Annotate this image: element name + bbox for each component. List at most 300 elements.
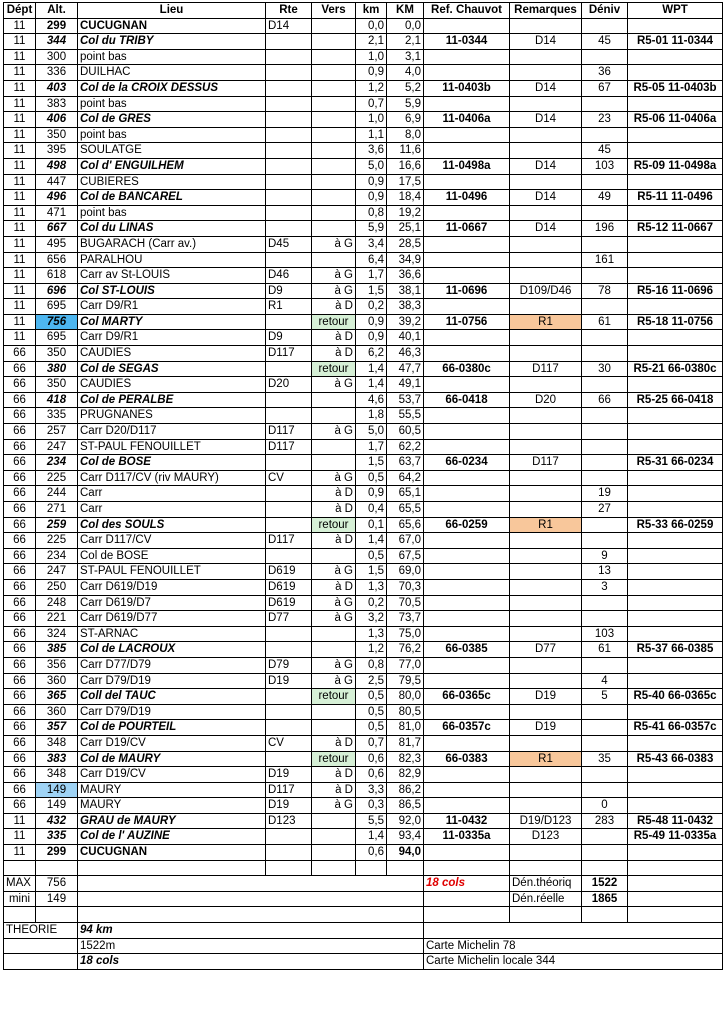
cell-alt: 336: [36, 65, 78, 81]
cell-vers: [312, 143, 356, 159]
cell-remarques: R1: [510, 517, 582, 533]
cell-remarques: D77: [510, 642, 582, 658]
cell-remarques: D19: [510, 720, 582, 736]
cell-total-km: 16,6: [387, 158, 424, 174]
cell-alt: 350: [36, 377, 78, 393]
cell-deniv: 161: [582, 252, 628, 268]
cell-alt: 299: [36, 845, 78, 861]
cell-ref-chauvot: [424, 626, 510, 642]
cell-wpt: [628, 548, 723, 564]
cell-lieu: MAURY: [78, 798, 266, 814]
cell-dept: 11: [4, 49, 36, 65]
theorie-row: [4, 923, 723, 939]
cell-remarques: [510, 845, 582, 861]
cell-wpt: R5-05 11-0403b: [628, 80, 723, 96]
cell-alt: 257: [36, 424, 78, 440]
table-row: [4, 579, 723, 595]
cell-vers: [312, 392, 356, 408]
cell-rte: [266, 49, 312, 65]
table-row: [4, 486, 723, 502]
cell-rte: [266, 112, 312, 128]
cell-wpt: [628, 268, 723, 284]
cell-lieu: Carr: [78, 486, 266, 502]
cell-km: 1,4: [356, 533, 387, 549]
cell-vers: à G: [312, 268, 356, 284]
cell-remarques: D117: [510, 455, 582, 471]
cell-km: 0,9: [356, 174, 387, 190]
cell-km: 0,4: [356, 502, 387, 518]
cell-remarques: [510, 439, 582, 455]
cell-lieu: Carr D619/D77: [78, 611, 266, 627]
cell-wpt: R5-06 11-0406a: [628, 112, 723, 128]
cell-remarques: [510, 127, 582, 143]
cell-wpt: [628, 595, 723, 611]
cell-total-km: 11,6: [387, 143, 424, 159]
cell-deniv: 5: [582, 689, 628, 705]
cell-km: 0,8: [356, 205, 387, 221]
table-row: [4, 424, 723, 440]
cell-rte: D117: [266, 533, 312, 549]
cell-dept: 66: [4, 377, 36, 393]
cell-ref-chauvot: [424, 845, 510, 861]
table-row: [4, 96, 723, 112]
table-row: [4, 205, 723, 221]
spacer-row-2: [4, 907, 723, 923]
cell-vers: [312, 190, 356, 206]
cell-km: 0,6: [356, 845, 387, 861]
cell-km: 0,7: [356, 96, 387, 112]
cell-total-km: 47,7: [387, 361, 424, 377]
cell-dept: 66: [4, 657, 36, 673]
cell-lieu: Carr D20/D117: [78, 424, 266, 440]
cell-ref-chauvot: 11-0667: [424, 221, 510, 237]
cell-ref-chauvot: [424, 533, 510, 549]
cell-deniv: [582, 517, 628, 533]
cell-km: 0,3: [356, 798, 387, 814]
cell-remarques: D14: [510, 158, 582, 174]
cell-rte: D79: [266, 657, 312, 673]
cell-vers: à G: [312, 595, 356, 611]
cell-ref-chauvot: [424, 470, 510, 486]
cell-vers: [312, 127, 356, 143]
cell-total-km: 67,0: [387, 533, 424, 549]
table-row: [4, 798, 723, 814]
cell-rte: D117: [266, 782, 312, 798]
cell-total-km: 17,5: [387, 174, 424, 190]
cell-km: 6,4: [356, 252, 387, 268]
max-label: MAX: [4, 876, 36, 892]
cell-dept: 11: [4, 143, 36, 159]
cell-rte: [266, 626, 312, 642]
cell-total-km: 69,0: [387, 564, 424, 580]
cell-rte: [266, 548, 312, 564]
cell-lieu: Col de BOSE: [78, 548, 266, 564]
cell-deniv: [582, 611, 628, 627]
cell-km: 0,9: [356, 190, 387, 206]
cell-total-km: 64,2: [387, 470, 424, 486]
cell-lieu: point bas: [78, 96, 266, 112]
cell-km: 5,5: [356, 813, 387, 829]
mini-value: 149: [36, 891, 78, 907]
cell-remarques: [510, 236, 582, 252]
cell-wpt: R5-12 11-0667: [628, 221, 723, 237]
cell-vers: à D: [312, 299, 356, 315]
cell-deniv: [582, 470, 628, 486]
cell-alt: 335: [36, 408, 78, 424]
cell-total-km: 73,7: [387, 611, 424, 627]
cell-lieu: Col de LACROUX: [78, 642, 266, 658]
cell-remarques: [510, 735, 582, 751]
table-row: [4, 65, 723, 81]
cell-remarques: [510, 143, 582, 159]
cell-rte: [266, 502, 312, 518]
cell-wpt: R5-16 11-0696: [628, 283, 723, 299]
cell-total-km: 65,5: [387, 502, 424, 518]
cell-dept: 66: [4, 751, 36, 767]
cell-vers: [312, 439, 356, 455]
table-row: [4, 704, 723, 720]
cell-wpt: R5-11 11-0496: [628, 190, 723, 206]
cell-total-km: 6,9: [387, 112, 424, 128]
cell-km: 6,2: [356, 346, 387, 362]
cell-deniv: [582, 533, 628, 549]
cell-lieu: SOULATGE: [78, 143, 266, 159]
cell-alt: 225: [36, 533, 78, 549]
cell-dept: 11: [4, 205, 36, 221]
cell-deniv: 35: [582, 751, 628, 767]
cell-lieu: point bas: [78, 49, 266, 65]
cell-vers: [312, 18, 356, 34]
cell-wpt: [628, 143, 723, 159]
table-row: [4, 439, 723, 455]
cell-deniv: 49: [582, 190, 628, 206]
cell-vers: [312, 704, 356, 720]
cell-alt: 259: [36, 517, 78, 533]
cell-wpt: R5-09 11-0498a: [628, 158, 723, 174]
cell-rte: D117: [266, 346, 312, 362]
cell-deniv: 9: [582, 548, 628, 564]
cell-vers: [312, 80, 356, 96]
cell-km: 0,9: [356, 330, 387, 346]
cell-lieu: MAURY: [78, 782, 266, 798]
table-row: [4, 470, 723, 486]
cell-remarques: D117: [510, 361, 582, 377]
cell-remarques: D20: [510, 392, 582, 408]
cell-rte: [266, 174, 312, 190]
cell-wpt: R5-25 66-0418: [628, 392, 723, 408]
cell-km: 4,6: [356, 392, 387, 408]
cell-deniv: [582, 236, 628, 252]
summary-section: [4, 860, 723, 969]
cell-deniv: [582, 205, 628, 221]
cell-dept: 66: [4, 548, 36, 564]
cell-rte: D19: [266, 673, 312, 689]
cell-remarques: [510, 579, 582, 595]
cell-total-km: 34,9: [387, 252, 424, 268]
table-row: [4, 158, 723, 174]
cell-wpt: [628, 579, 723, 595]
cell-deniv: 19: [582, 486, 628, 502]
cell-ref-chauvot: 66-0380c: [424, 361, 510, 377]
cell-alt: 418: [36, 392, 78, 408]
cell-total-km: 67,5: [387, 548, 424, 564]
cell-ref-chauvot: 66-0357c: [424, 720, 510, 736]
cell-total-km: 38,3: [387, 299, 424, 315]
cell-rte: [266, 845, 312, 861]
cell-ref-chauvot: [424, 611, 510, 627]
table-row: [4, 642, 723, 658]
cell-wpt: R5-37 66-0385: [628, 642, 723, 658]
cell-ref-chauvot: [424, 735, 510, 751]
cell-ref-chauvot: 11-0403b: [424, 80, 510, 96]
cell-km: 0,9: [356, 65, 387, 81]
table-row: [4, 829, 723, 845]
table-row: [4, 595, 723, 611]
cell-ref-chauvot: [424, 143, 510, 159]
table-row: [4, 221, 723, 237]
cell-ref-chauvot: 11-0406a: [424, 112, 510, 128]
cell-km: 0,6: [356, 767, 387, 783]
cell-remarques: [510, 174, 582, 190]
cell-ref-chauvot: [424, 579, 510, 595]
cell-ref-chauvot: [424, 346, 510, 362]
cell-alt: 149: [36, 798, 78, 814]
cell-vers: à G: [312, 611, 356, 627]
cell-dept: 66: [4, 579, 36, 595]
cell-vers: à D: [312, 346, 356, 362]
cell-deniv: [582, 174, 628, 190]
table-row: [4, 314, 723, 330]
cell-remarques: [510, 252, 582, 268]
cell-wpt: [628, 782, 723, 798]
cell-lieu: Col ST-LOUIS: [78, 283, 266, 299]
table-row: [4, 143, 723, 159]
cell-km: 0,6: [356, 751, 387, 767]
cell-ref-chauvot: [424, 424, 510, 440]
cell-wpt: [628, 96, 723, 112]
cell-deniv: [582, 377, 628, 393]
cell-vers: [312, 96, 356, 112]
cell-dept: 66: [4, 455, 36, 471]
cell-lieu: Col de la CROIX DESSUS: [78, 80, 266, 96]
cell-deniv: [582, 595, 628, 611]
cell-wpt: [628, 735, 723, 751]
cell-deniv: [582, 704, 628, 720]
cell-ref-chauvot: 11-0432: [424, 813, 510, 829]
cell-km: 0,9: [356, 314, 387, 330]
cell-lieu: CUCUGNAN: [78, 845, 266, 861]
cell-vers: à D: [312, 486, 356, 502]
cell-total-km: 70,3: [387, 579, 424, 595]
cell-ref-chauvot: [424, 548, 510, 564]
cell-rte: D14: [266, 18, 312, 34]
cell-deniv: 196: [582, 221, 628, 237]
cell-ref-chauvot: [424, 486, 510, 502]
cell-km: 3,4: [356, 236, 387, 252]
cell-vers: [312, 221, 356, 237]
cell-ref-chauvot: [424, 595, 510, 611]
cell-km: 1,1: [356, 127, 387, 143]
cell-deniv: [582, 720, 628, 736]
cell-km: 5,0: [356, 158, 387, 174]
table-row: [4, 299, 723, 315]
cell-dept: 11: [4, 221, 36, 237]
cell-dept: 66: [4, 470, 36, 486]
cell-dept: 11: [4, 127, 36, 143]
cell-vers: à G: [312, 283, 356, 299]
cell-remarques: [510, 470, 582, 486]
cell-remarques: [510, 798, 582, 814]
cell-alt: 498: [36, 158, 78, 174]
cell-vers: retour: [312, 751, 356, 767]
cell-rte: D117: [266, 424, 312, 440]
theorie-label: THEORIE: [6, 924, 58, 937]
header-total-km: KM: [387, 3, 424, 19]
cell-total-km: 82,9: [387, 767, 424, 783]
cell-total-km: 18,4: [387, 190, 424, 206]
cell-lieu: PRUGNANES: [78, 408, 266, 424]
cell-km: 3,2: [356, 611, 387, 627]
cell-dept: 11: [4, 174, 36, 190]
cell-vers: [312, 252, 356, 268]
cell-lieu: Carr D117/CV (riv MAURY): [78, 470, 266, 486]
cell-vers: [312, 720, 356, 736]
cell-wpt: [628, 611, 723, 627]
cell-rte: D9: [266, 330, 312, 346]
cell-rte: D20: [266, 377, 312, 393]
cell-lieu: point bas: [78, 205, 266, 221]
carte-michelin-78: Carte Michelin 78: [424, 938, 723, 954]
cell-wpt: [628, 377, 723, 393]
header-wpt: WPT: [628, 3, 723, 19]
cell-dept: 11: [4, 252, 36, 268]
cell-ref-chauvot: [424, 252, 510, 268]
cell-alt: 357: [36, 720, 78, 736]
cell-ref-chauvot: 11-0496: [424, 190, 510, 206]
table-row: [4, 361, 723, 377]
cell-alt: 247: [36, 564, 78, 580]
header-alt: Alt.: [36, 3, 78, 19]
cell-rte: CV: [266, 735, 312, 751]
cell-ref-chauvot: [424, 657, 510, 673]
cell-rte: [266, 517, 312, 533]
cell-wpt: [628, 424, 723, 440]
den-theoriq-label: Dén.théoriq: [510, 876, 582, 892]
cell-vers: retour: [312, 314, 356, 330]
cell-vers: à D: [312, 330, 356, 346]
cell-dept: 11: [4, 65, 36, 81]
cell-total-km: 92,0: [387, 813, 424, 829]
cell-dept: 66: [4, 720, 36, 736]
table-row: [4, 626, 723, 642]
table-row: [4, 673, 723, 689]
cell-total-km: 40,1: [387, 330, 424, 346]
cell-rte: D19: [266, 767, 312, 783]
cell-alt: 667: [36, 221, 78, 237]
cell-rte: D619: [266, 595, 312, 611]
cell-lieu: Carr D117/CV: [78, 533, 266, 549]
cell-vers: à G: [312, 657, 356, 673]
cell-rte: [266, 689, 312, 705]
cell-ref-chauvot: 66-0383: [424, 751, 510, 767]
cell-remarques: D14: [510, 190, 582, 206]
cell-deniv: [582, 346, 628, 362]
cell-dept: 11: [4, 283, 36, 299]
cell-total-km: 63,7: [387, 455, 424, 471]
cell-dept: 11: [4, 34, 36, 50]
cell-km: 3,3: [356, 782, 387, 798]
cell-vers: [312, 112, 356, 128]
cell-lieu: BUGARACH (Carr av.): [78, 236, 266, 252]
cell-km: 1,5: [356, 455, 387, 471]
cell-alt: 348: [36, 735, 78, 751]
cell-km: 0,5: [356, 720, 387, 736]
cell-total-km: 86,2: [387, 782, 424, 798]
cell-wpt: R5-41 66-0357c: [628, 720, 723, 736]
cell-alt: 656: [36, 252, 78, 268]
cell-km: 1,5: [356, 564, 387, 580]
cell-wpt: [628, 65, 723, 81]
cell-vers: [312, 205, 356, 221]
table-row: [4, 174, 723, 190]
cell-dept: 66: [4, 486, 36, 502]
cell-total-km: 36,6: [387, 268, 424, 284]
cell-km: 1,0: [356, 49, 387, 65]
cell-rte: CV: [266, 470, 312, 486]
cell-rte: D77: [266, 611, 312, 627]
cell-total-km: 4,0: [387, 65, 424, 81]
table-row: [4, 533, 723, 549]
cell-wpt: [628, 657, 723, 673]
cell-ref-chauvot: [424, 236, 510, 252]
cell-alt: 149: [36, 782, 78, 798]
cell-total-km: 8,0: [387, 127, 424, 143]
cell-rte: D19: [266, 798, 312, 814]
cell-alt: 344: [36, 34, 78, 50]
cell-lieu: Col de BANCAREL: [78, 190, 266, 206]
cell-dept: 11: [4, 190, 36, 206]
cell-lieu: Col du TRIBY: [78, 34, 266, 50]
cell-dept: 11: [4, 813, 36, 829]
cell-lieu: PARALHOU: [78, 252, 266, 268]
table-row: [4, 720, 723, 736]
cell-alt: 244: [36, 486, 78, 502]
cell-alt: 248: [36, 595, 78, 611]
cell-wpt: [628, 533, 723, 549]
cell-lieu: point bas: [78, 127, 266, 143]
cell-alt: 225: [36, 470, 78, 486]
cell-rte: D45: [266, 236, 312, 252]
table-row: [4, 80, 723, 96]
table-row: [4, 408, 723, 424]
cell-alt: 695: [36, 330, 78, 346]
cell-rte: [266, 314, 312, 330]
cell-total-km: 3,1: [387, 49, 424, 65]
cell-rte: [266, 720, 312, 736]
cell-total-km: 5,9: [387, 96, 424, 112]
cell-remarques: [510, 533, 582, 549]
header-dept: Dépt: [4, 3, 36, 19]
cell-deniv: 103: [582, 158, 628, 174]
cell-rte: [266, 127, 312, 143]
cell-ref-chauvot: 11-0344: [424, 34, 510, 50]
cell-lieu: CAUDIES: [78, 346, 266, 362]
cell-lieu: CUBIERES: [78, 174, 266, 190]
cell-lieu: Carr D79/D19: [78, 673, 266, 689]
cell-deniv: [582, 767, 628, 783]
table-row: [4, 34, 723, 50]
cell-lieu: Col de POURTEIL: [78, 720, 266, 736]
